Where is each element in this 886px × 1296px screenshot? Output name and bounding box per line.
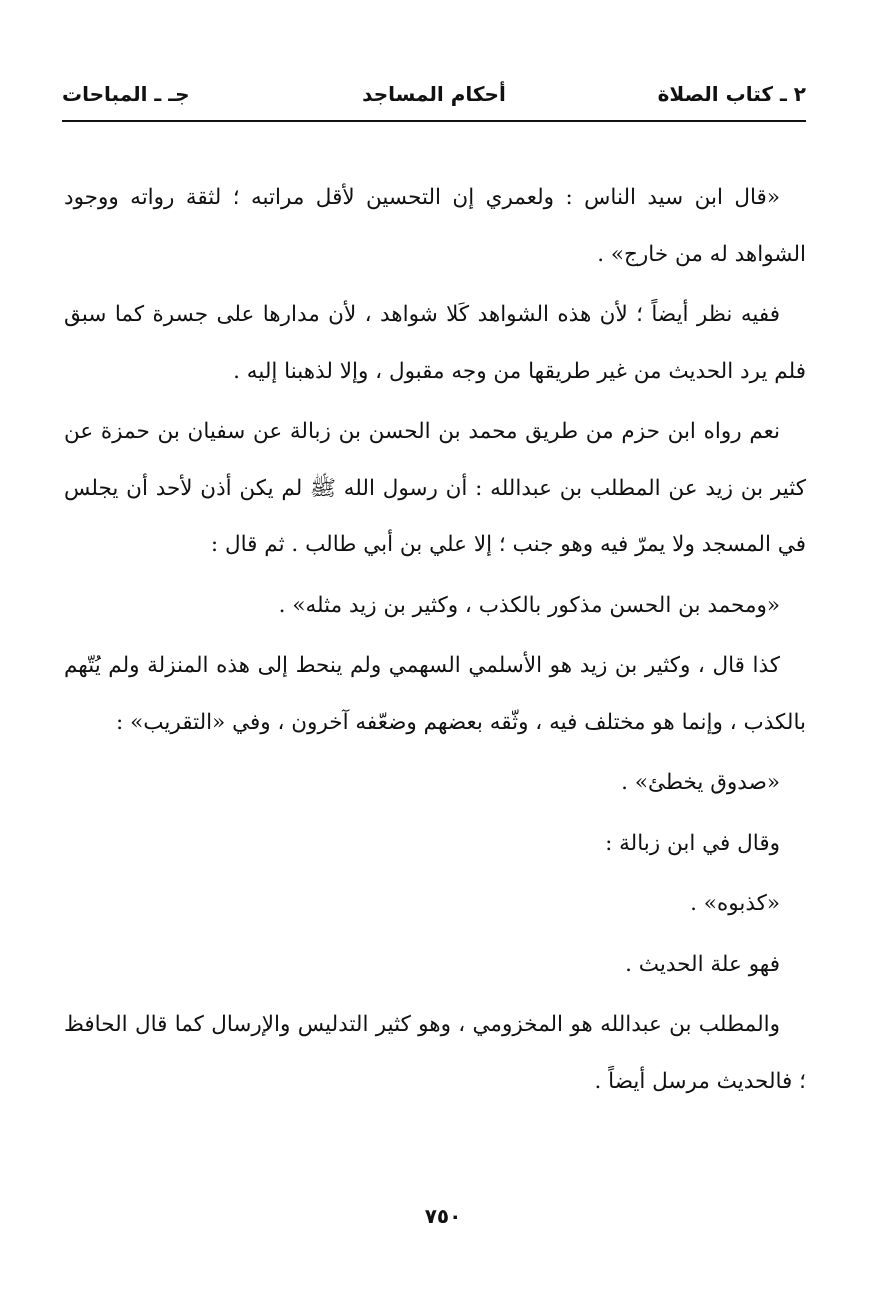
line-ibn-zubala: وقال في ابن زبالة : [605, 830, 780, 856]
header-chapter: ٢ ـ كتاب الصلاة [657, 82, 806, 106]
page-body [64, 170, 806, 1114]
quote-kadhdhabuh: «كذبوه» . [690, 891, 780, 916]
paragraph-quote-ibn-sayyid-alnas: «قال ابن سيد الناس : ولعمري إن التحسين لأقل مراتبه ؛ لثقة رواته ووجود الشواهد له من خارج» . [64, 185, 806, 267]
header-subsection: جـ ـ المباحات [62, 82, 190, 106]
paragraph-kathir-bin-zayd: كذا قال ، وكثير بن زيد هو الأسلمي السهمي ولم ينحط إلى هذه المنزلة ولم يُتّهم بالكذب ، وإنما هو مختلف فيه ، وثّقه بعضهم وضعّفه آخرون ، وفي «التقريب» : [64, 653, 806, 735]
paragraph-ibn-hazm-narration: نعم رواه ابن حزم من طريق محمد بن الحسن بن زبالة عن سفيان بن حمزة عن كثير بن زيد عن المطلب بن عبدالله : أن رسول الله ﷺ لم يكن أذن لأحد أن يجلس في المسجد ولا يمرّ فيه وهو جنب ؛ إلا علي بن أبي طالب . ثم قال : [64, 419, 806, 557]
line-illat-alhadith: فهو علة الحديث . [625, 951, 780, 977]
quote-saduq-yukhti: «صدوق يخطئ» . [621, 770, 780, 795]
quote-muhammad-bin-alhasan: «ومحمد بن الحسن مذكور بالكذب ، وكثير بن زيد مثله» . [278, 592, 780, 618]
paragraph-critique: ففيه نظر أيضاً ؛ لأن هذه الشواهد كَلا شواهد ، لأن مدارها على جسرة كما سبق فلم يرد الحديث من غير طريقها من وجه مقبول ، وإلا لذهبنا إليه . [64, 302, 806, 384]
running-header [62, 82, 806, 116]
header-section: أحكام المساجد [362, 82, 506, 106]
paragraph-almuttalib: والمطلب بن عبدالله هو المخزومي ، وهو كثير التدليس والإرسال كما قال الحافظ ؛ فالحديث مرسل أيضاً . [64, 1012, 806, 1094]
page-number: ٧٥٠ [424, 1204, 462, 1228]
header-divider [62, 120, 806, 122]
